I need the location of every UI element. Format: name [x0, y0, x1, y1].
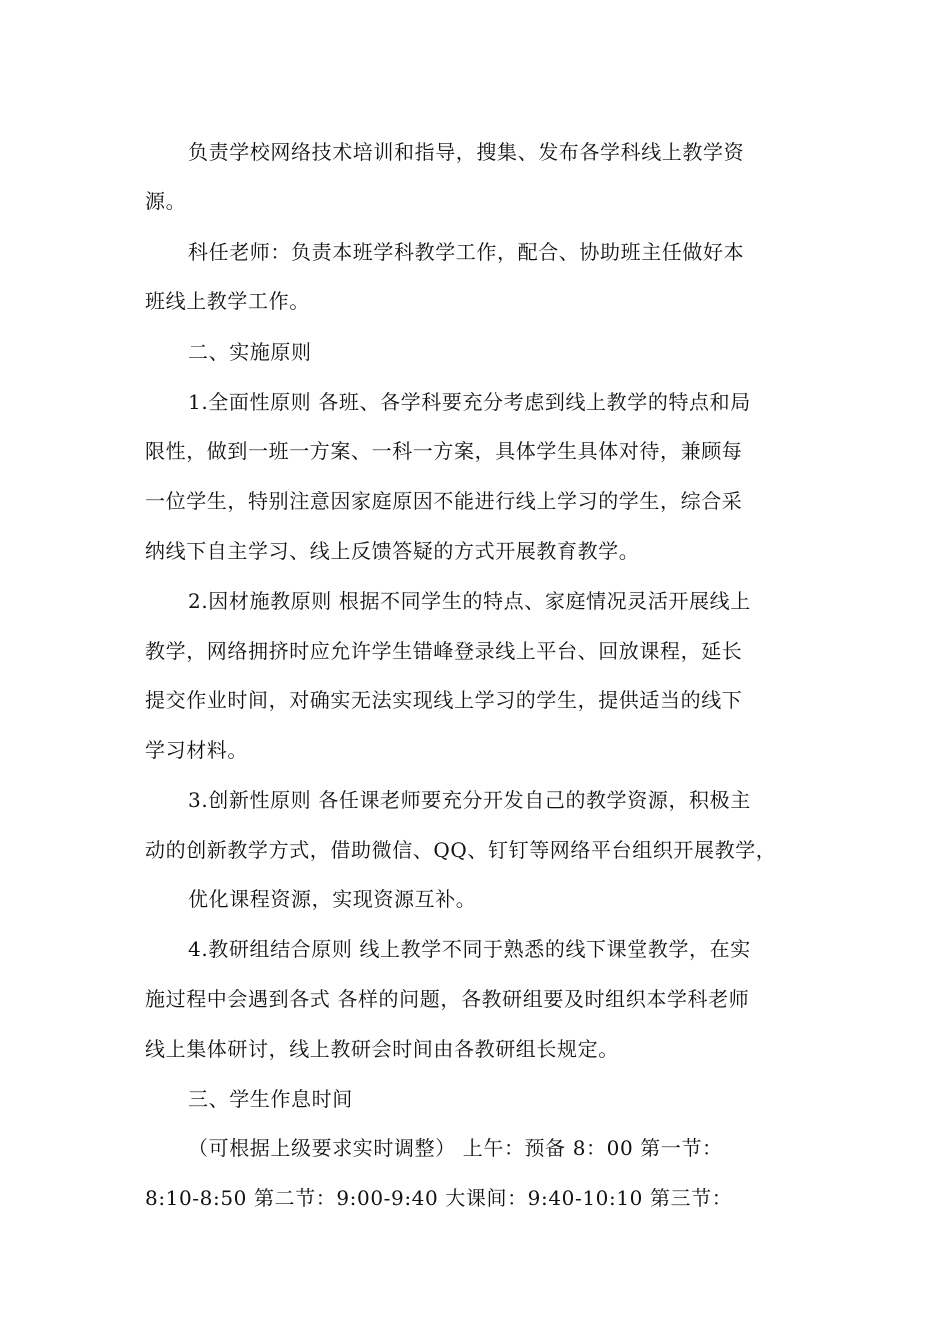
text-line: 施过程中会遇到各式 各样的问题，各教研组要及时组织本学科老师	[145, 987, 750, 1011]
text-line: 动的创新教学方式，借助微信、QQ、钉钉等网络平台组织开展教学，	[145, 838, 777, 862]
text-line: 8:10-8:50 第二节：9:00-9:40 大课间：9:40-10:10 第三节：	[145, 1186, 733, 1210]
text-line: 班线上教学工作。	[145, 289, 310, 313]
text-line: 科任老师：负责本班学科教学工作，配合、协助班主任做好本	[188, 240, 745, 264]
text-line: 线上集体研讨，线上教研会时间由各教研组长规定。	[145, 1037, 619, 1061]
section-heading: 三、学生作息时间	[188, 1087, 353, 1111]
text-line: 提交作业时间，对确实无法实现线上学习的学生，提供适当的线下	[145, 688, 743, 712]
text-line: 4.教研组结合原则 线上教学不同于熟悉的线下课堂教学，在实	[188, 937, 751, 961]
text-line: （可根据上级要求实时调整） 上午：预备 8：00 第一节：	[188, 1136, 723, 1160]
text-line: 教学，网络拥挤时应允许学生错峰登录线上平台、回放课程，延长	[145, 639, 743, 663]
text-line: 纳线下自主学习、线上反馈答疑的方式开展教育教学。	[145, 539, 640, 563]
section-heading: 二、实施原则	[188, 340, 312, 364]
text-line: 3.创新性原则 各任课老师要充分开发自己的教学资源，积极主	[188, 788, 751, 812]
text-line: 负责学校网络技术培训和指导，搜集、发布各学科线上教学资	[188, 140, 745, 164]
text-line: 1.全面性原则 各班、各学科要充分考虑到线上教学的特点和局	[188, 390, 751, 414]
text-line: 限性，做到一班一方案、一科一方案，具体学生具体对待，兼顾每	[145, 439, 743, 463]
text-line: 源。	[145, 189, 187, 213]
text-line: 一位学生，特别注意因家庭原因不能进行线上学习的学生，综合采	[145, 489, 743, 513]
text-line: 2.因材施教原则 根据不同学生的特点、家庭情况灵活开展线上	[188, 589, 751, 613]
text-line: 学习材料。	[145, 738, 248, 762]
text-line: 优化课程资源，实现资源互补。	[188, 887, 477, 911]
